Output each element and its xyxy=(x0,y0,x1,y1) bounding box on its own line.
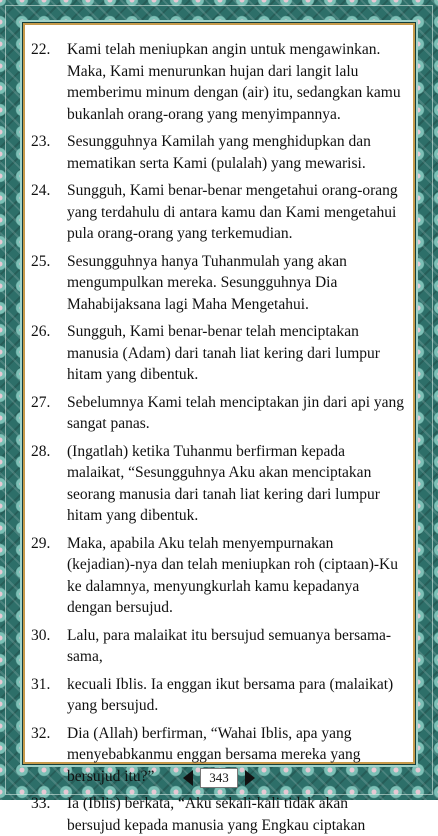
verse-number: 24. xyxy=(31,182,51,199)
verse-text: Sungguh, Kami benar-benar mengetahui orang-orang yang terdahulu di antara kamu dan Kami mengetahui pula orang-orang yang terkemudian. xyxy=(67,182,398,242)
verse-item xyxy=(31,251,405,316)
verse-number: 22. xyxy=(31,41,51,58)
verse-text: Sungguh, Kami benar-benar telah menciptakan manusia (Adam) dari tanah liat kering dari lumpur hitam yang dibentuk. xyxy=(67,323,380,383)
verse-number: 25. xyxy=(31,252,51,270)
verse-list xyxy=(31,39,405,836)
verse-item xyxy=(31,131,405,174)
verse-number: 26. xyxy=(31,323,51,340)
verse-item xyxy=(31,39,405,125)
triangle-right-icon xyxy=(244,769,256,787)
verse-item xyxy=(31,321,405,386)
verse-text: Lalu, para malaikat itu bersujud semuanya bersama-sama, xyxy=(67,626,392,665)
verse-text: (Ingatlah) ketika Tuhanmu berfirman kepada malaikat, “Sesungguhnya Aku akan menciptakan seorang manusia dari tanah liat kering dari lumpur hitam yang dibentuk. xyxy=(67,442,380,524)
verse-text: Maka, apabila Aku telah menyempurnakan (kejadian)-nya dan telah meniupkan roh (ciptaan)-Ku ke dalamnya, menyungkurlah kamu kepadanya dengan bersujud. xyxy=(67,534,398,616)
page-navigation xyxy=(180,767,258,789)
verse-text: Sebelumnya Kami telah menciptakan jin dari api yang sangat panas. xyxy=(67,393,405,432)
verse-number: 23. xyxy=(31,133,51,150)
verse-number: 28. xyxy=(31,442,51,460)
verse-item xyxy=(31,441,405,527)
verse-item xyxy=(31,180,405,245)
verse-text: kecuali Iblis. Ia enggan ikut bersama para (malaikat) yang bersujud. xyxy=(67,675,394,714)
verse-number: 32. xyxy=(31,724,51,742)
verse-number: 30. xyxy=(31,626,51,644)
verse-number: 27. xyxy=(31,393,51,411)
verse-item xyxy=(31,392,405,435)
verse-text: Kami telah meniupkan angin untuk mengawinkan. Maka, Kami menurunkan hujan dari langit lalu memberimu minum dengan (air) itu, sedangkan kamu bukanlah orang-orang yang menyimpannya. xyxy=(67,41,401,123)
verse-text: Dia (Allah) berfirman, “Wahai Iblis, apa yang menyebabkanmu enggan bersama mereka yang bersujud itu?” xyxy=(67,724,361,785)
verse-text: Sesungguhnya Kamilah yang menghidupkan dan mematikan serta Kami (pulalah) yang mewarisi. xyxy=(67,133,371,172)
verse-item xyxy=(31,793,405,836)
verse-item xyxy=(31,674,405,717)
verse-text: Ia (Iblis) berkata, “Aku sekali-kali tidak akan bersujud kepada manusia yang Engkau ciptakan xyxy=(67,795,366,834)
verse-item xyxy=(31,533,405,619)
triangle-left-icon xyxy=(182,769,194,787)
page-number: 343 xyxy=(200,768,238,788)
next-page-button[interactable] xyxy=(242,767,258,789)
verse-number: 29. xyxy=(31,534,51,552)
verse-number: 33. xyxy=(31,795,51,812)
verse-text: Sesungguhnya hanya Tuhanmulah yang akan mengumpulkan mereka. Sesungguhnya Dia Mahabijaksana lagi Maha Mengetahui. xyxy=(67,252,347,313)
previous-page-button[interactable] xyxy=(180,767,196,789)
verse-number: 31. xyxy=(31,675,51,693)
verse-item xyxy=(31,625,405,668)
